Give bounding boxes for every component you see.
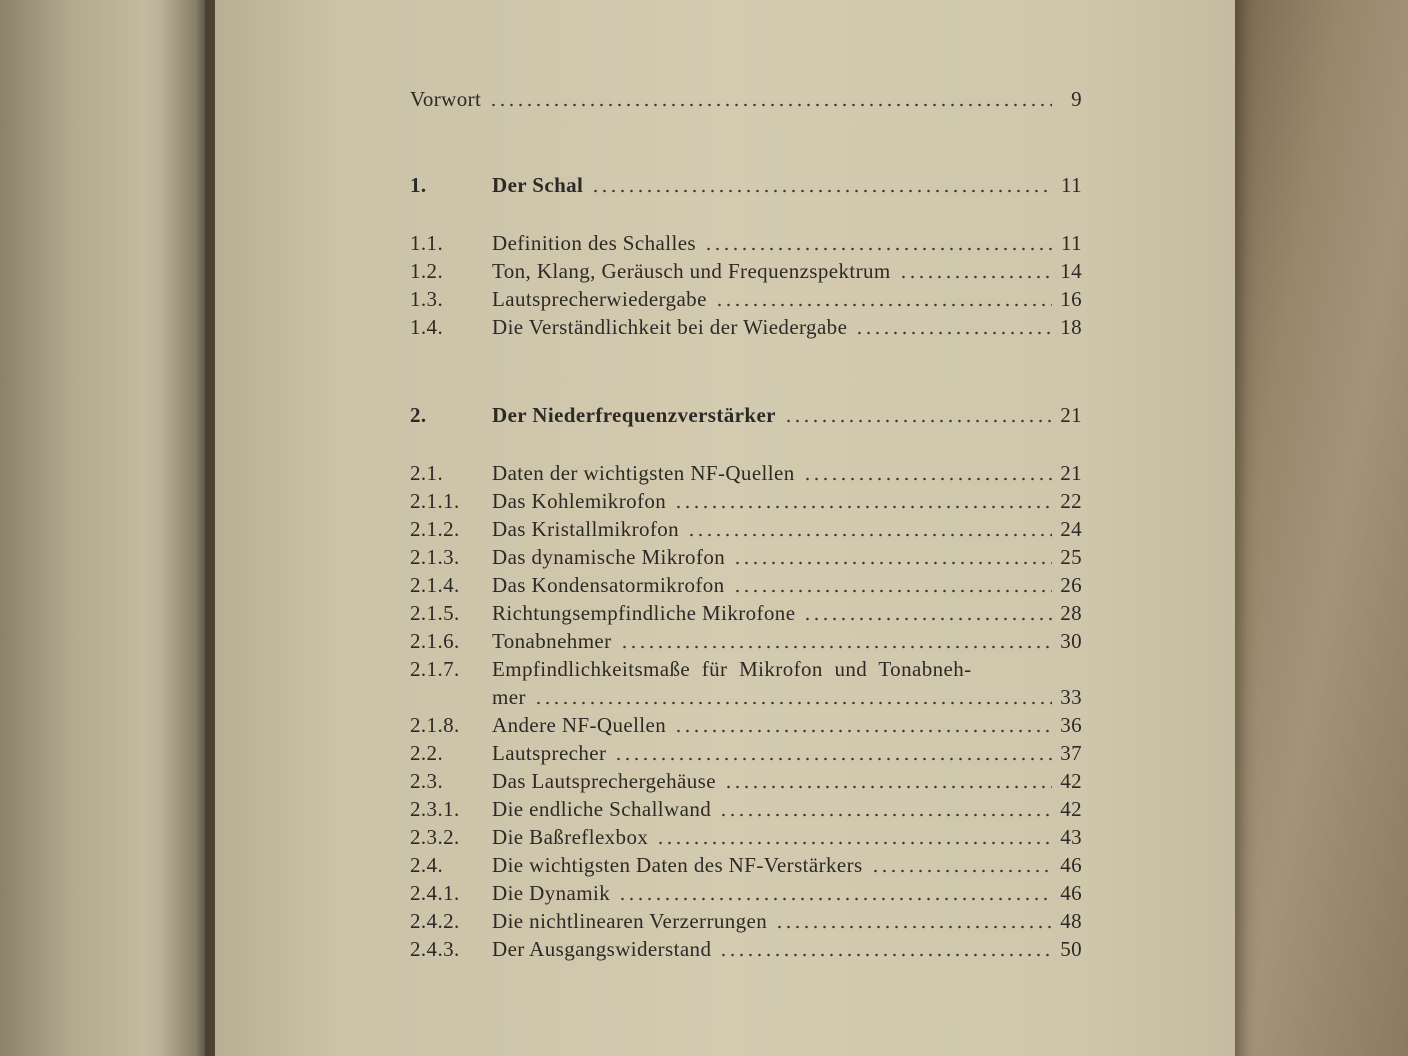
- toc-leader-dots: [719, 813, 1052, 817]
- toc-entry-number: 2.1.5.: [410, 601, 460, 625]
- toc-entry-number: 2.1.2.: [410, 517, 460, 541]
- toc-entry-number: 2.1.3.: [410, 545, 460, 569]
- toc-entry-page: 46: [1060, 853, 1082, 877]
- toc-entry-1-3: [410, 284, 1082, 312]
- toc-entry-title: Das dynamische Mikrofon: [492, 545, 726, 569]
- toc-leader-dots: [618, 897, 1052, 901]
- toc-leader-dots: [784, 419, 1052, 423]
- toc-entry-title: Das Lautsprechergehäuse: [492, 769, 716, 793]
- toc-leader-dots: [656, 841, 1052, 845]
- toc-leader-dots: [803, 477, 1052, 481]
- toc-entry-2-1-7: [410, 654, 1082, 682]
- toc-entry-1-1: [410, 228, 1082, 256]
- toc-entry-page: 37: [1060, 741, 1082, 765]
- toc-leader-dots: [704, 247, 1052, 251]
- toc-entry-title: Richtungsempfindliche Mikrofone: [492, 601, 796, 625]
- toc-entry-title: Die wichtigsten Daten des NF-Verstärkers: [492, 853, 863, 877]
- toc-entry-page: 24: [1060, 517, 1082, 541]
- toc-entry-chapter-1: [410, 170, 1082, 198]
- toc-entry-page: 36: [1060, 713, 1082, 737]
- toc-entry-2-1-4: [410, 570, 1082, 598]
- toc-entry-page: 14: [1060, 259, 1082, 283]
- toc-entry-title: Vorwort: [410, 87, 482, 111]
- toc-entry-title: Andere NF-Quellen: [492, 713, 667, 737]
- toc-entry-2-1-1: [410, 486, 1082, 514]
- toc-entry-title: Die nichtlinearen Verzerrungen: [492, 909, 768, 933]
- toc-entry-2-1-3: [410, 542, 1082, 570]
- toc-entry-1-4: [410, 312, 1082, 340]
- toc-entry-number: 1.2.: [410, 259, 444, 283]
- toc-entry-page: 26: [1060, 573, 1082, 597]
- toc-entry-title: Die Verständlichkeit bei der Wiedergabe: [492, 315, 848, 339]
- toc-entry-number: 2.4.2.: [410, 909, 460, 933]
- toc-entry-page: 9: [1071, 87, 1082, 111]
- toc-entry-title: Die Baßreflexbox: [492, 825, 649, 849]
- toc-entry-page: 43: [1060, 825, 1082, 849]
- toc-entry-number: 1.1.: [410, 231, 444, 255]
- toc-entry-number: 2.1.: [410, 461, 444, 485]
- toc-leader-dots: [534, 701, 1052, 705]
- toc-entry-number: 2.4.1.: [410, 881, 460, 905]
- toc-entry-page: 48: [1060, 909, 1082, 933]
- toc-entry-title: Das Kohlemikrofon: [492, 489, 667, 513]
- toc-entry-number: 1.4.: [410, 315, 444, 339]
- toc-entry-number: 1.3.: [410, 287, 444, 311]
- toc-leader-dots: [733, 589, 1052, 593]
- toc-entry-page: 50: [1060, 937, 1082, 961]
- toc-entry-page: 18: [1060, 315, 1082, 339]
- toc-entry-2-4-2: [410, 906, 1082, 934]
- toc-entry-2-1-7-continued: [410, 682, 1082, 710]
- toc-entry-number: 2.4.3.: [410, 937, 460, 961]
- toc-entry-title: Lautsprecher: [492, 741, 607, 765]
- toc-entry-2-1-2: [410, 514, 1082, 542]
- toc-leader-dots: [719, 953, 1052, 957]
- toc-entry-page: 46: [1060, 881, 1082, 905]
- toc-entry-page: 33: [1060, 685, 1082, 709]
- toc-leader-dots: [591, 189, 1052, 193]
- toc-entry-title: Lautsprecherwiedergabe: [492, 287, 707, 311]
- toc-entry-number: 1.: [410, 173, 427, 197]
- toc-leader-dots: [871, 869, 1052, 873]
- toc-entry-page: 42: [1060, 797, 1082, 821]
- toc-entry-2-1-8: [410, 710, 1082, 738]
- toc-entry-number: 2.4.: [410, 853, 444, 877]
- toc-entry-2-1-5: [410, 598, 1082, 626]
- toc-leader-dots: [855, 331, 1052, 335]
- toc-entry-number: 2.3.2.: [410, 825, 460, 849]
- toc-entry-title: Der Schal: [492, 173, 584, 197]
- toc-entry-chapter-2: [410, 400, 1082, 428]
- toc-entry-number: 2.3.1.: [410, 797, 460, 821]
- toc-entry-title: Das Kristallmikrofon: [492, 517, 680, 541]
- table-surface: [1235, 0, 1408, 1056]
- toc-leader-dots: [687, 533, 1052, 537]
- toc-entry-title: Tonabnehmer: [492, 629, 612, 653]
- toc-entry-title: Der Niederfrequenzverstärker: [492, 403, 776, 427]
- toc-leader-dots: [803, 617, 1052, 621]
- toc-entry-number: 2.1.7.: [410, 657, 460, 681]
- toc-entry-2-1: [410, 458, 1082, 486]
- toc-entry-page: 11: [1060, 173, 1082, 197]
- toc-entry-1-2: [410, 256, 1082, 284]
- toc-entry-2-2: [410, 738, 1082, 766]
- toc-entry-page: 22: [1060, 489, 1082, 513]
- toc-entry-page: 16: [1060, 287, 1082, 311]
- toc-leader-dots: [775, 925, 1052, 929]
- toc-entry-page: 21: [1060, 461, 1082, 485]
- toc-entry-title-continued: mer: [492, 685, 526, 709]
- toc-entry-2-3: [410, 766, 1082, 794]
- toc-entry-number: 2.1.4.: [410, 573, 460, 597]
- toc-entry-title: Ton, Klang, Geräusch und Frequenzspektrum: [492, 259, 891, 283]
- toc-leader-dots: [899, 275, 1052, 279]
- toc-entry-title: Empfindlichkeitsmaße für Mikrofon und Tonabneh-: [492, 657, 972, 681]
- toc-leader-dots: [620, 645, 1052, 649]
- toc-entry-page: 11: [1060, 231, 1082, 255]
- toc-entry-number: 2.: [410, 403, 427, 427]
- toc-leader-dots: [489, 103, 1052, 107]
- toc-entry-page: 42: [1060, 769, 1082, 793]
- toc-entry-title: Die endliche Schallwand: [492, 797, 712, 821]
- toc-leader-dots: [674, 505, 1052, 509]
- toc-entry-title: Die Dynamik: [492, 881, 611, 905]
- toc-entry-page: 30: [1060, 629, 1082, 653]
- toc-entry-2-3-2: [410, 822, 1082, 850]
- toc-entry-page: 25: [1060, 545, 1082, 569]
- toc-entry-number: 2.2.: [410, 741, 444, 765]
- toc-entry-number: 2.1.6.: [410, 629, 460, 653]
- toc-entry-title: Daten der wichtigsten NF-Quellen: [492, 461, 795, 485]
- toc-entry-2-4-3: [410, 934, 1082, 962]
- toc-entry-page: 28: [1060, 601, 1082, 625]
- toc-leader-dots: [614, 757, 1052, 761]
- toc-entry-2-1-6: [410, 626, 1082, 654]
- toc-entry-title: Definition des Schalles: [492, 231, 696, 255]
- toc-entry-page: 21: [1060, 403, 1082, 427]
- toc-entry-number: 2.1.1.: [410, 489, 460, 513]
- toc-entry-vorwort: [410, 84, 1082, 112]
- toc-leader-dots: [733, 561, 1052, 565]
- toc-leader-dots: [715, 303, 1052, 307]
- toc-entry-2-3-1: [410, 794, 1082, 822]
- toc-leader-dots: [724, 785, 1052, 789]
- toc-entry-number: 2.3.: [410, 769, 444, 793]
- toc-entry-2-4-1: [410, 878, 1082, 906]
- toc-entry-title: Das Kondensatormikrofon: [492, 573, 725, 597]
- toc-entry-number: 2.1.8.: [410, 713, 460, 737]
- toc-leader-dots: [674, 729, 1052, 733]
- toc-entry-2-4: [410, 850, 1082, 878]
- toc-entry-title: Der Ausgangswiderstand: [492, 937, 712, 961]
